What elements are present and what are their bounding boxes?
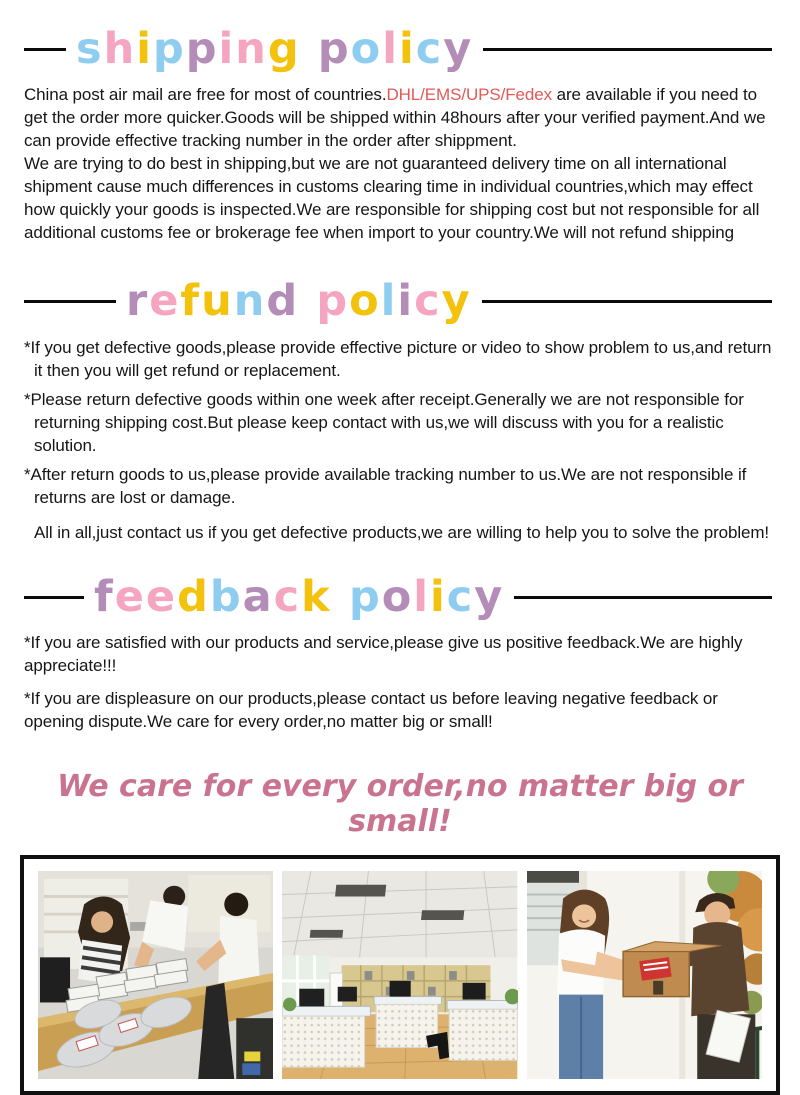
packing-orders-illustration — [38, 871, 273, 1079]
refund-policy-title: refund policy — [126, 276, 472, 327]
divider-line — [24, 596, 84, 599]
refund-item: *After return goods to us,please provide available tracking number to us.We are not responsible if returns are lost or damage. — [24, 464, 747, 507]
care-tagline: We care for every order,no matter big or small! — [57, 768, 743, 839]
delivery-illustration — [527, 871, 762, 1079]
divider-line — [24, 300, 116, 303]
divider-line — [482, 300, 772, 303]
refund-policy-heading-row — [24, 278, 776, 325]
divider-line — [514, 596, 772, 599]
refund-item: *If you get defective goods,please provide effective picture or video to show problem to us,and return it then you will get refund or replacement. — [24, 337, 772, 380]
refund-policy-text — [24, 336, 776, 544]
refund-item: *Please return defective goods within one week after receipt.Generally we are not responsible for returning shipping cost.But please keep contact with us,we will discuss with you for a realistic solution. — [24, 389, 744, 455]
delivery-photo — [527, 871, 762, 1079]
shipping-policy-text — [24, 83, 776, 244]
feedback-item: *If you are satisfied with our products and service,please give us positive feedback.We are highly appreciate!!! — [24, 632, 743, 675]
feedback-policy-title: feedback policy — [94, 571, 505, 622]
refund-policy-section — [24, 278, 776, 543]
shipping-policy-title: shipping policy — [76, 24, 474, 74]
feedback-policy-text — [24, 631, 776, 733]
shipping-p1-after: are available if you need to get the order more quicker.Goods will be shipped within 48hours after your verified payment.And we can provide effective tracking number in the order after shippment. — [24, 85, 766, 151]
shipping-policy-section — [24, 26, 776, 244]
photo-strip — [20, 855, 780, 1095]
refund-closing-note: All in all,just contact us if you get defective products,we are willing to help you to solve the problem! — [34, 522, 770, 542]
divider-line — [24, 48, 66, 51]
feedback-policy-section — [24, 571, 776, 733]
office-illustration — [282, 871, 517, 1079]
feedback-policy-heading-row — [24, 571, 776, 622]
shipping-p1-before: China post air mail are free for most of countries. — [24, 85, 387, 105]
divider-line — [483, 48, 772, 51]
feedback-item: *If you are displeasure on our products,please contact us before leaving negative feedback or opening dispute.We care for every order,no matter big or small! — [24, 688, 718, 731]
shipping-paragraph-2: We are trying to do best in shipping,but we are not guaranteed delivery time on all international shipment cause much differences in customs clearing time in individual countries,which may effect how quickly your goods is inspected.We are responsible for shipping cost but not responsible for all additional customs fee or brokerage fee when import to your country.We will not refund shipping — [24, 154, 760, 243]
packing-orders-photo — [38, 871, 273, 1079]
shipping-policy-heading-row — [24, 26, 776, 73]
carriers-highlight: DHL/EMS/UPS/Fedex — [386, 85, 552, 105]
office-photo — [282, 871, 517, 1079]
shipping-paragraph-1 — [24, 83, 776, 152]
